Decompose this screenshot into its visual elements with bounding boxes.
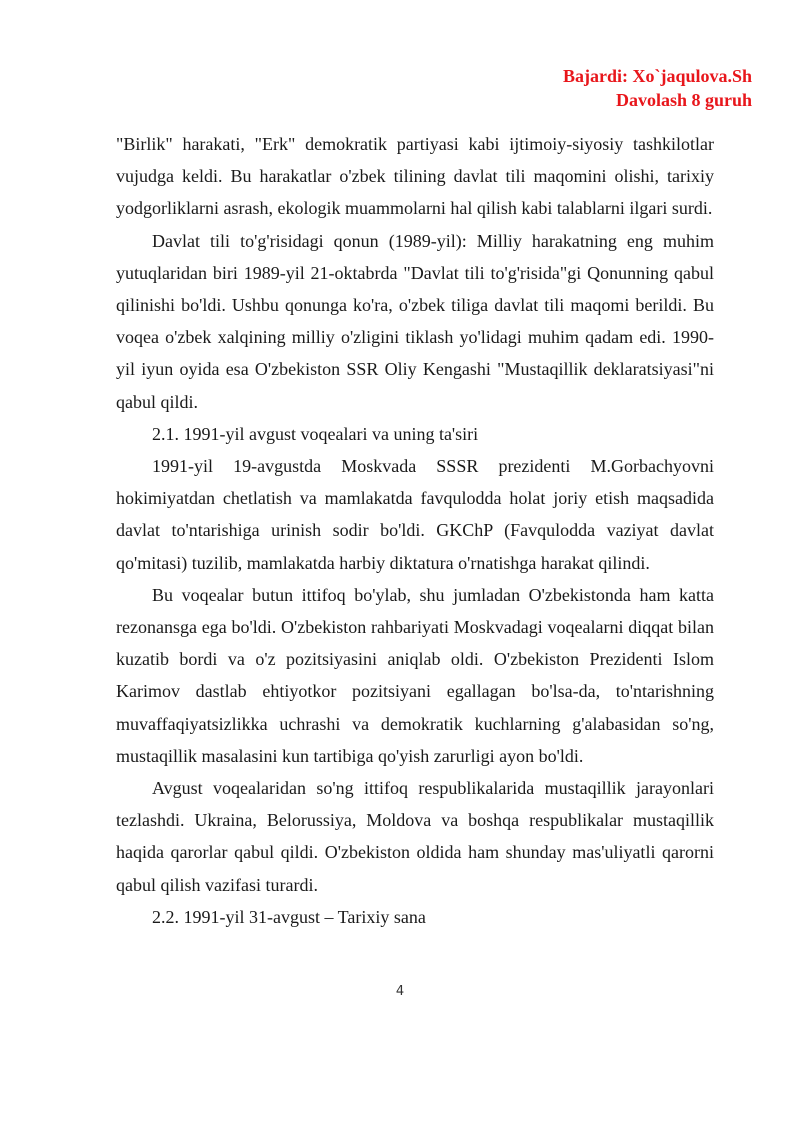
section-heading-2-1: 2.1. 1991-yil avgust voqealari va uning ta'siri xyxy=(152,423,479,444)
paragraph-intro: "Birlik" harakati, "Erk" demokratik partiyasi kabi ijtimoiy-siyosiy tashkilotlar vujudga keldi. Bu harakatlar o'zbek tilining davlat tili maqomini olishi, tarixiy yodgorliklarni asrash, ekologik muammolarni hal qilish kabi talablarni ilgari surdi. xyxy=(116,134,714,219)
paragraph-august-coup: 1991-yil 19-avgustda Moskvada SSSR prezidenti M.Gorbachyovni hokimiyatdan chetlatish va mamlakatda favqulodda holat joriy etish maqsadida davlat to'ntarishiga urinish sodir bo'ldi. GKChP (Favqulodda vaziyat davlat qo'mitasi) tuzilib, mamlakatda harbiy diktatura o'rnatishga harakat qilindi. xyxy=(116,456,714,573)
paragraph-resonance: Bu voqealar butun ittifoq bo'ylab, shu jumladan O'zbekistonda ham katta rezonansga ega bo'ldi. O'zbekiston rahbariyati Moskvadagi voqealarni diqqat bilan kuzatib bordi va o'z pozitsiyasini aniqlab oldi. O'zbekiston Prezidenti Islom Karimov dastlab ehtiyotkor pozitsiyani egallagan bo'lsa-da, to'ntarishning muvaffaqiyatsizlikka uchrashi va demokratik kuchlarning g'alabasidan so'ng, mustaqillik masalasini kun tartibiga qo'yish zarurligi ayon bo'ldi. xyxy=(116,584,714,766)
section-heading-2-2: 2.2. 1991-yil 31-avgust – Tarixiy sana xyxy=(152,906,426,927)
group-line: Davolash 8 guruh xyxy=(615,90,752,110)
page-number: 4 xyxy=(395,984,405,999)
paragraph-independence-process: Avgust voqealaridan so'ng ittifoq respublikalarida mustaqillik jarayonlari tezlashdi. Ukraina, Belorussiya, Moldova va boshqa respublikalar mustaqillik haqida qarorlar qabul qildi. O'zbekiston oldida ham shunday mas'uliyatli qarorni qabul qilish vazifasi turardi. xyxy=(116,778,714,895)
paragraph-state-language-law: Davlat tili to'g'risidagi qonun (1989-yil): Milliy harakatning eng muhim yutuqlaridan biri 1989-yil 21-oktabrda "Davlat tili to'g'risida"gi Qonunning qabul qilinishi bo'ldi. Ushbu qonunga ko'ra, o'zbek tiliga davlat tili maqomi berildi. Bu voqea o'zbek xalqining milliy o'zligini tiklash yo'lidagi muhim qadam edi. 1990-yil iyun oyida esa O'zbekiston SSR Oliy Kengashi "Mustaqillik deklaratsiyasi"ni qabul qildi. xyxy=(116,230,714,412)
document-body xyxy=(116,128,714,933)
page-header xyxy=(563,64,752,112)
author-line: Bajardi: Xo`jaqulova.Sh xyxy=(562,66,752,86)
